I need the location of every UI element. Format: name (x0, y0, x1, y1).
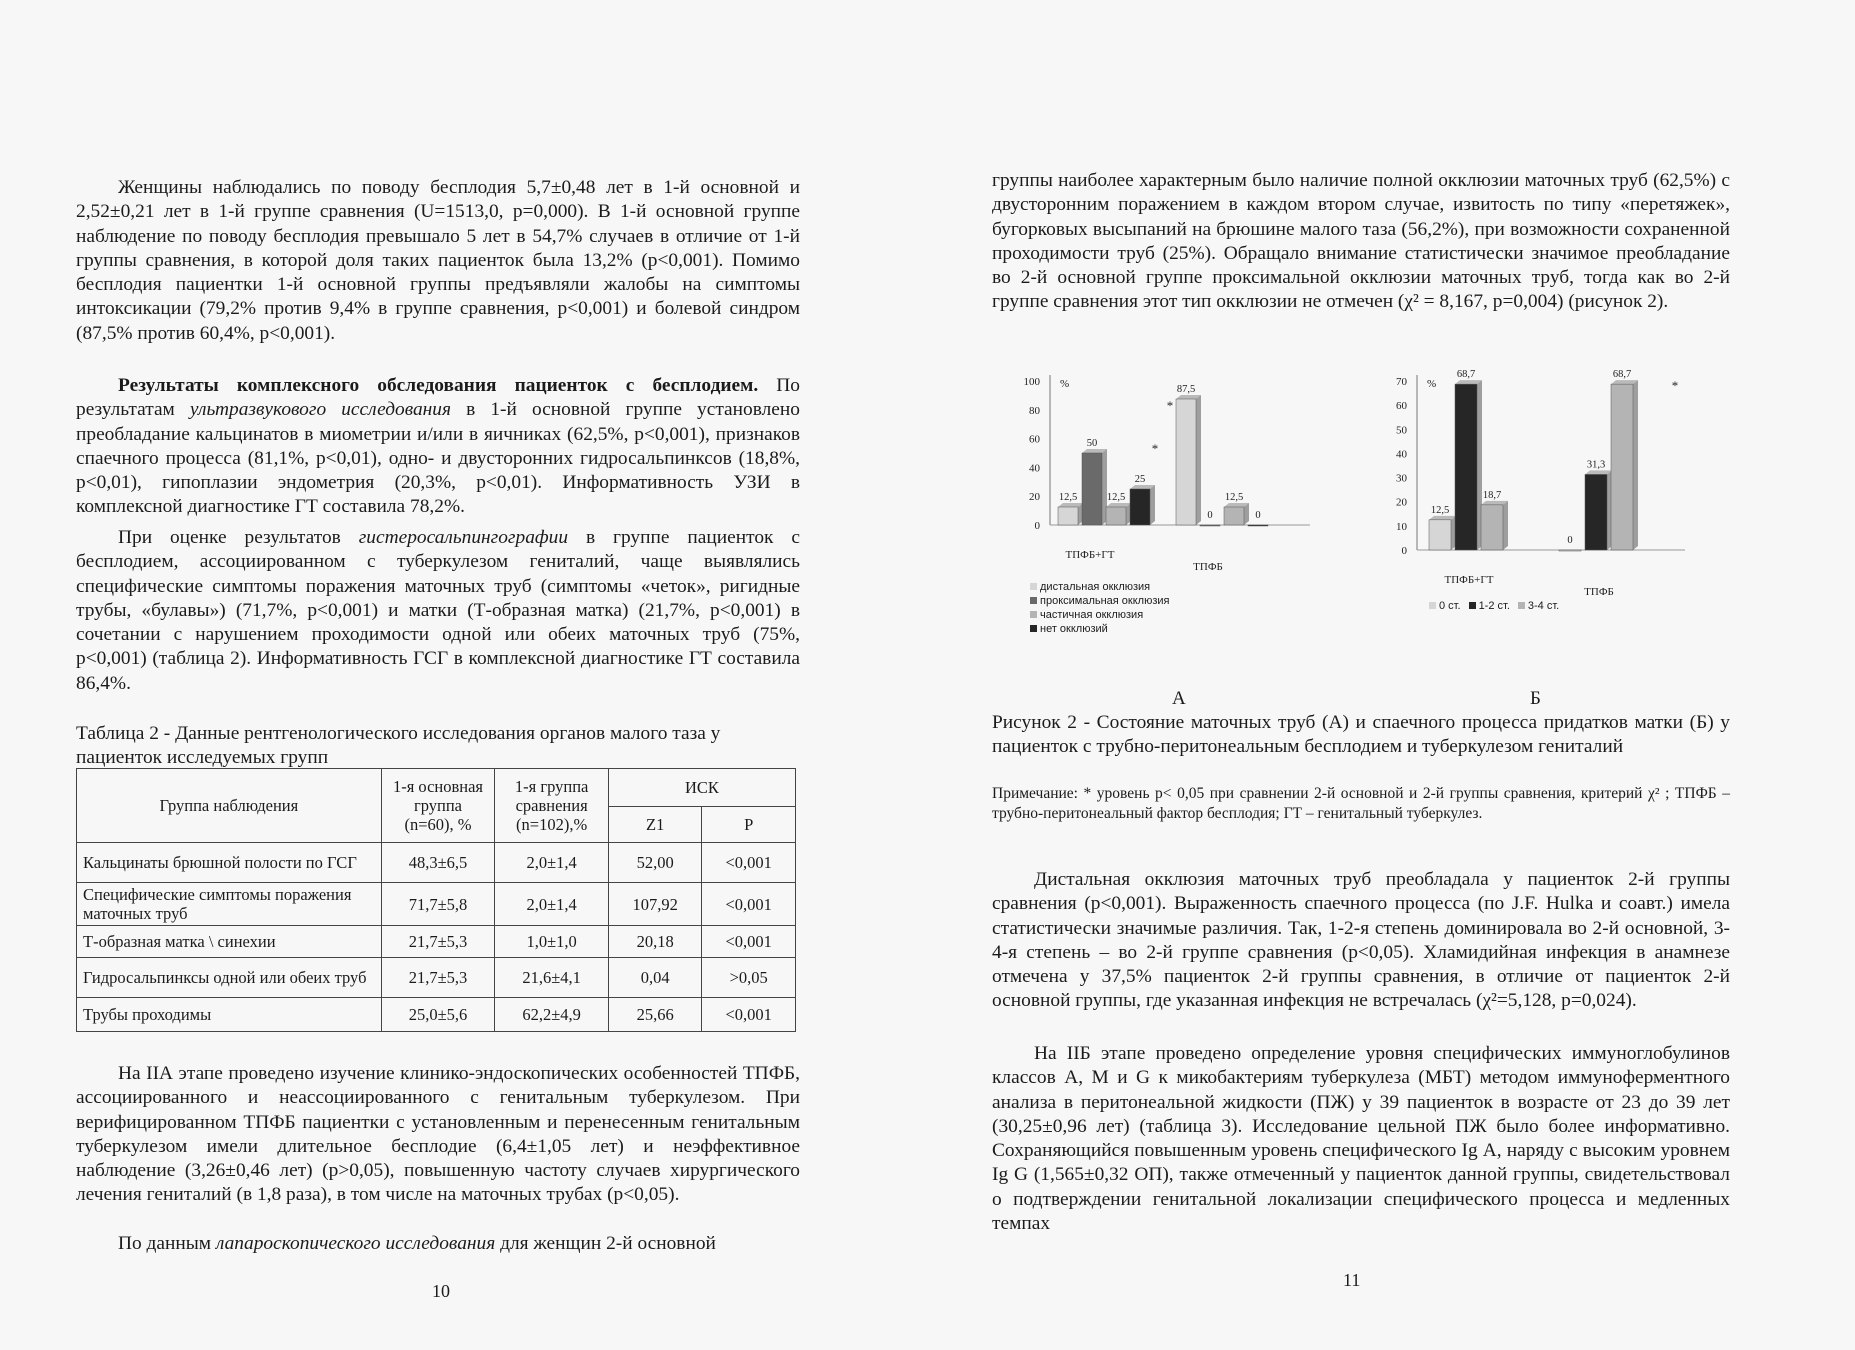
legend-item (1030, 608, 1170, 622)
legend-label: нет окклюзий (1040, 623, 1108, 635)
row-name: Гидросальпинксы одной или обеих труб (77, 958, 382, 998)
legend-item (1518, 599, 1559, 613)
text-run: для женщин 2-й основной (495, 1233, 716, 1254)
italic-term: лапароскопического исследования (215, 1233, 496, 1254)
data-label: 18,7 (1482, 489, 1502, 501)
data-label: 68,7 (1456, 369, 1476, 381)
cell-main: 71,7±5,8 (381, 883, 495, 926)
legend-item (1429, 599, 1461, 613)
category-label: ТПФБ+ГТ (1065, 549, 1115, 561)
y-tick-label: 60 (1029, 433, 1040, 446)
cell-z: 20,18 (608, 926, 702, 958)
text-run: По данным (118, 1233, 216, 1254)
legend-item (1469, 599, 1510, 613)
y-tick-label: 20 (1396, 496, 1407, 509)
y-tick-label: 70 (1396, 376, 1407, 388)
left-page (0, 0, 920, 1350)
cell-main: 25,0±5,6 (381, 998, 495, 1032)
text-run: в 1-й основной группе установлено преобладание кальцинатов в миометрии и/или в яичниках (62,5%, p<0,001), признаков спаечного процесса (81,1%, p<0,01), одно- и двусторонних гидросальпинксов (18,8%, p<0,01), гипоплазии эндометрия (20,3%, p<0,01). Информативность УЗИ в комплексной диагностике ГТ составила 78,2%. (76, 399, 800, 518)
cell-comparison: 2,0±1,4 (495, 843, 609, 883)
bar-0-3 (1130, 489, 1150, 525)
y-tick-label: 40 (1029, 462, 1040, 475)
left-paragraph-4: На IIА этапе проведено изучение клинико-эндоскопических особенностей ТПФБ, ассоциированного и неассоциированного с генитальным туберкулезом. При верифицированном ТПФБ пациентки с установленным и перенесенным генитальным туберкулезом имели длительное бесплодие (6,4±1,05 лет) и неэффективное наблюдение (3,26±0,46 лет) (p>0,05), повышенную частоту случаев хирургического лечения гениталий (в 1,8 раза), в том числе на маточных трубах (p<0,05). (76, 1063, 800, 1206)
cell-z: 25,66 (608, 998, 702, 1032)
data-label: 0 (1255, 510, 1261, 521)
bar-side (1150, 485, 1155, 525)
italic-term: ультразвукового исследования (189, 399, 452, 421)
right-paragraph-1: группы наиболее характерным было наличие полной окклюзии маточных труб (62,5%) с двусторонним поражением в каждом втором случае, извитость по типу «перетяжек», бугорковых высыпаний на брюшине малого таза (56,2%), при возможности сохраненной проходимости труб (25%). Обращало внимание статистически значимое преобладание во 2-й основной группе проксимальной окклюзии маточных труб, тогда как во 2-й группе сравнения этот тип окклюзии не отмечен (χ² = 8,167, p=0,004) (рисунок 2). (992, 170, 1730, 313)
cell-comparison: 1,0±1,0 (495, 926, 609, 958)
header-group: Группа наблюдения (77, 769, 382, 843)
cell-p: <0,001 (702, 926, 796, 958)
data-label: 0 (1207, 510, 1213, 521)
bar-side (1503, 501, 1508, 550)
cell-z: 0,04 (608, 958, 702, 998)
bar-0-1 (1082, 453, 1102, 525)
data-label: 12,5 (1106, 492, 1126, 503)
data-label: 0 (1567, 535, 1573, 546)
data-table (76, 768, 796, 1032)
bar-1-1 (1585, 474, 1607, 550)
legend-swatch (1469, 602, 1476, 609)
left-paragraph-1: Женщины наблюдались по поводу бесплодия 5,7±0,48 лет в 1-й основной и 2,52±0,21 лет в 1-й группе сравнения (U=1513,0, p=0,000). В 1-й основной группе наблюдение по поводу бесплодия превышало 5 лет в 54,7% случаев в отличие от 1-й группы сравнения, в которой доля таких пациенток была 13,2% (p<0,001). Помимо бесплодия пациентки 1-й основной группы предъявляли жалобы на симптомы интоксикации (79,2% против 9,4% в группе сравнения, p<0,001) и болевой синдром (87,5% против 60,4%, p<0,001). (76, 177, 800, 344)
bar-side (1196, 395, 1201, 525)
table-row (77, 843, 796, 883)
legend-item (1030, 622, 1170, 636)
chart-b-plot (1385, 365, 1695, 598)
cell-main: 21,7±5,3 (381, 926, 495, 958)
chart-b (1385, 365, 1695, 625)
text-run: в группе пациенток с бесплодием, ассоциированном с туберкулезом гениталий, чаще выявлялись специфические симптомы поражения маточных труб (симптомы «четок», ригидные трубы, «булавы») (71,7%, p<0,001) и матки (Т-образная матка) (21,7%, p<0,001) в сочетании с нарушением проходимости одной или обеих маточных труб (75%, p<0,001) (таблица 2). Информативность ГСГ в комплексной диагностике ГТ составила 86,4%. (76, 527, 800, 694)
y-tick-label: 40 (1396, 448, 1407, 461)
legend-item (1030, 580, 1170, 594)
table-row (77, 998, 796, 1032)
data-label: 87,5 (1176, 384, 1196, 395)
y-tick-label: 30 (1396, 472, 1407, 485)
left-paragraph-5 (76, 1232, 800, 1256)
chart-a (1020, 365, 1320, 645)
significance-mark: * (1151, 441, 1159, 456)
page-number: 10 (432, 1281, 450, 1301)
y-tick-label: 100 (1023, 376, 1040, 388)
legend-swatch (1030, 583, 1037, 590)
legend-label: 1-2 ст. (1478, 600, 1510, 612)
legend-label: 3-4 ст. (1527, 600, 1560, 612)
data-label: 12,5 (1430, 504, 1450, 516)
bar-side (1633, 380, 1638, 550)
cell-p: <0,001 (702, 998, 796, 1032)
cell-comparison: 21,6±4,1 (495, 958, 609, 998)
italic-term: гистеросальпингографии (358, 527, 569, 548)
table-row (77, 883, 796, 926)
right-paragraph-2: Дистальная окклюзия маточных труб преобладала у пациенток 2-й группы сравнения (p<0,001). Выраженность спаечного процесса (по J.F. Hulka и соавт.) имела статистически значимые различия. Так, 1-2-я степень доминировала во 2-й основной, 3-4-я степень – во 2-й группе сравнения (p<0,05). Хламидийная инфекция в анамнезе отмечена у 37,5% пациенток 2-й группы сравнения, в отличие от пациенток 2-й основной группы, где указанная инфекция не встречалась (χ²=5,128, p=0,024). (992, 869, 1730, 1012)
row-name: Трубы проходимы (77, 998, 382, 1032)
legend-label: дистальная окклюзия (1040, 581, 1151, 593)
data-label: 50 (1086, 438, 1098, 449)
cell-main: 21,7±5,3 (381, 958, 495, 998)
cell-p: <0,001 (702, 883, 796, 926)
table-caption: Таблица 2 - Данные рентгенологического исследования органов малого таза у пациенток исследуемых групп (76, 723, 721, 769)
y-unit-label: % (1427, 378, 1437, 390)
legend-swatch (1030, 597, 1037, 604)
header-z: Z1 (608, 807, 702, 843)
bar-0-2 (1481, 505, 1503, 550)
section-heading: Результаты комплексного обследования пациенток с бесплодием. (118, 375, 759, 396)
cell-p: <0,001 (702, 843, 796, 883)
bar-1-0 (1176, 399, 1196, 525)
right-paragraph-3: На IIБ этапе проведено определение уровня специфических иммуноглобулинов классов А, М и G к микобактериям туберкулеза (МБТ) методом иммуноферментного анализа в перитонеальной жидкости (ПЖ) у 39 пациенток в возрасте от 23 до 39 лет (30,25±0,96 лет) (таблица 3). Исследование цельной ПЖ было более информативно. Сохраняющийся повышенным уровень специфического Ig А, наряду с высоким уровнем Ig G (1,565±0,32 ОП), также отмеченный у пациенток данной группы, свидетельствовал о подтверждении генитальной локализации специфического процесса и медленных темпах (992, 1043, 1730, 1235)
text-run: При оценке результатов (118, 527, 359, 548)
cell-comparison: 2,0±1,4 (495, 883, 609, 926)
legend-swatch (1518, 602, 1525, 609)
y-tick-label: 0 (1401, 545, 1407, 557)
data-label: 31,3 (1586, 459, 1606, 471)
cell-p: >0,05 (702, 958, 796, 998)
y-tick-label: 20 (1029, 491, 1040, 504)
bar-0-0 (1058, 507, 1078, 525)
cell-main: 48,3±6,5 (381, 843, 495, 883)
bar-1-3 (1248, 525, 1268, 526)
data-label: 68,7 (1612, 369, 1632, 381)
figure-label-a: А (1172, 688, 1186, 709)
bar-0-0 (1429, 520, 1451, 550)
table-row (77, 926, 796, 958)
legend-swatch (1429, 602, 1436, 609)
table-row (77, 958, 796, 998)
bar-0-1 (1455, 384, 1477, 550)
chart-a-legend (1030, 580, 1170, 636)
y-tick-label: 0 (1034, 520, 1040, 532)
data-label: 25 (1134, 474, 1146, 485)
text-run: По результатам (76, 375, 800, 421)
y-tick-label: 80 (1029, 404, 1040, 417)
row-name: Т-образная матка \ синехии (77, 926, 382, 958)
legend-label: частичная окклюзия (1040, 609, 1144, 621)
category-label: ТПФБ (1584, 586, 1614, 598)
legend-item (1030, 594, 1170, 608)
legend-label: проксимальная окклюзия (1040, 595, 1170, 607)
left-paragraph-3 (76, 526, 800, 696)
legend-label: 0 ст. (1439, 600, 1461, 612)
cell-comparison: 62,2±4,9 (495, 998, 609, 1032)
bar-1-2 (1611, 384, 1633, 550)
cell-z: 107,92 (608, 883, 702, 926)
figure-label-b: Б (1530, 688, 1541, 709)
header-comparison-group: 1-я группа сравнения (n=102),% (495, 769, 609, 843)
chart-a-plot (1020, 365, 1320, 575)
legend-swatch (1030, 625, 1037, 632)
cell-z: 52,00 (608, 843, 702, 883)
header-p: P (702, 807, 796, 843)
bar-1-0 (1559, 550, 1581, 551)
category-label: ТПФБ+ГТ (1444, 574, 1494, 586)
y-tick-label: 50 (1396, 424, 1407, 437)
significance-mark: * (1671, 378, 1679, 393)
legend-swatch (1030, 611, 1037, 618)
right-page (920, 0, 1855, 1350)
y-unit-label: % (1060, 378, 1070, 390)
page-number: 11 (1343, 1270, 1361, 1290)
left-paragraph-2 (76, 374, 800, 520)
significance-mark: * (1166, 398, 1174, 413)
row-name: Кальцинаты брюшной полости по ГСГ (77, 843, 382, 883)
y-tick-label: 60 (1396, 400, 1407, 413)
figure-caption: Рисунок 2 - Состояние маточных труб (А) и спаечного процесса придатков матки (Б) у пациенток с трубно-перитонеальным бесплодием и туберкулезом гениталий (992, 712, 1730, 758)
data-label: 12,5 (1224, 492, 1244, 503)
bar-1-2 (1224, 507, 1244, 525)
figure-note: Примечание: * уровень p< 0,05 при сравнении 2-й основной и 2-й группы сравнения, критерий χ² ; ТПФБ – трубно-перитонеальный фактор бесплодия; ГТ – генитальный туберкулез. (992, 785, 1730, 822)
chart-b-legend (1429, 599, 1567, 613)
header-isk: ИСК (608, 769, 795, 807)
row-name: Специфические симптомы поражения маточных труб (77, 883, 382, 926)
bar-1-1 (1200, 525, 1220, 526)
bar-0-2 (1106, 507, 1126, 525)
data-label: 12,5 (1058, 492, 1078, 503)
category-label: ТПФБ (1193, 561, 1223, 573)
y-tick-label: 10 (1396, 520, 1407, 533)
header-main-group: 1-я основная группа (n=60), % (381, 769, 495, 843)
